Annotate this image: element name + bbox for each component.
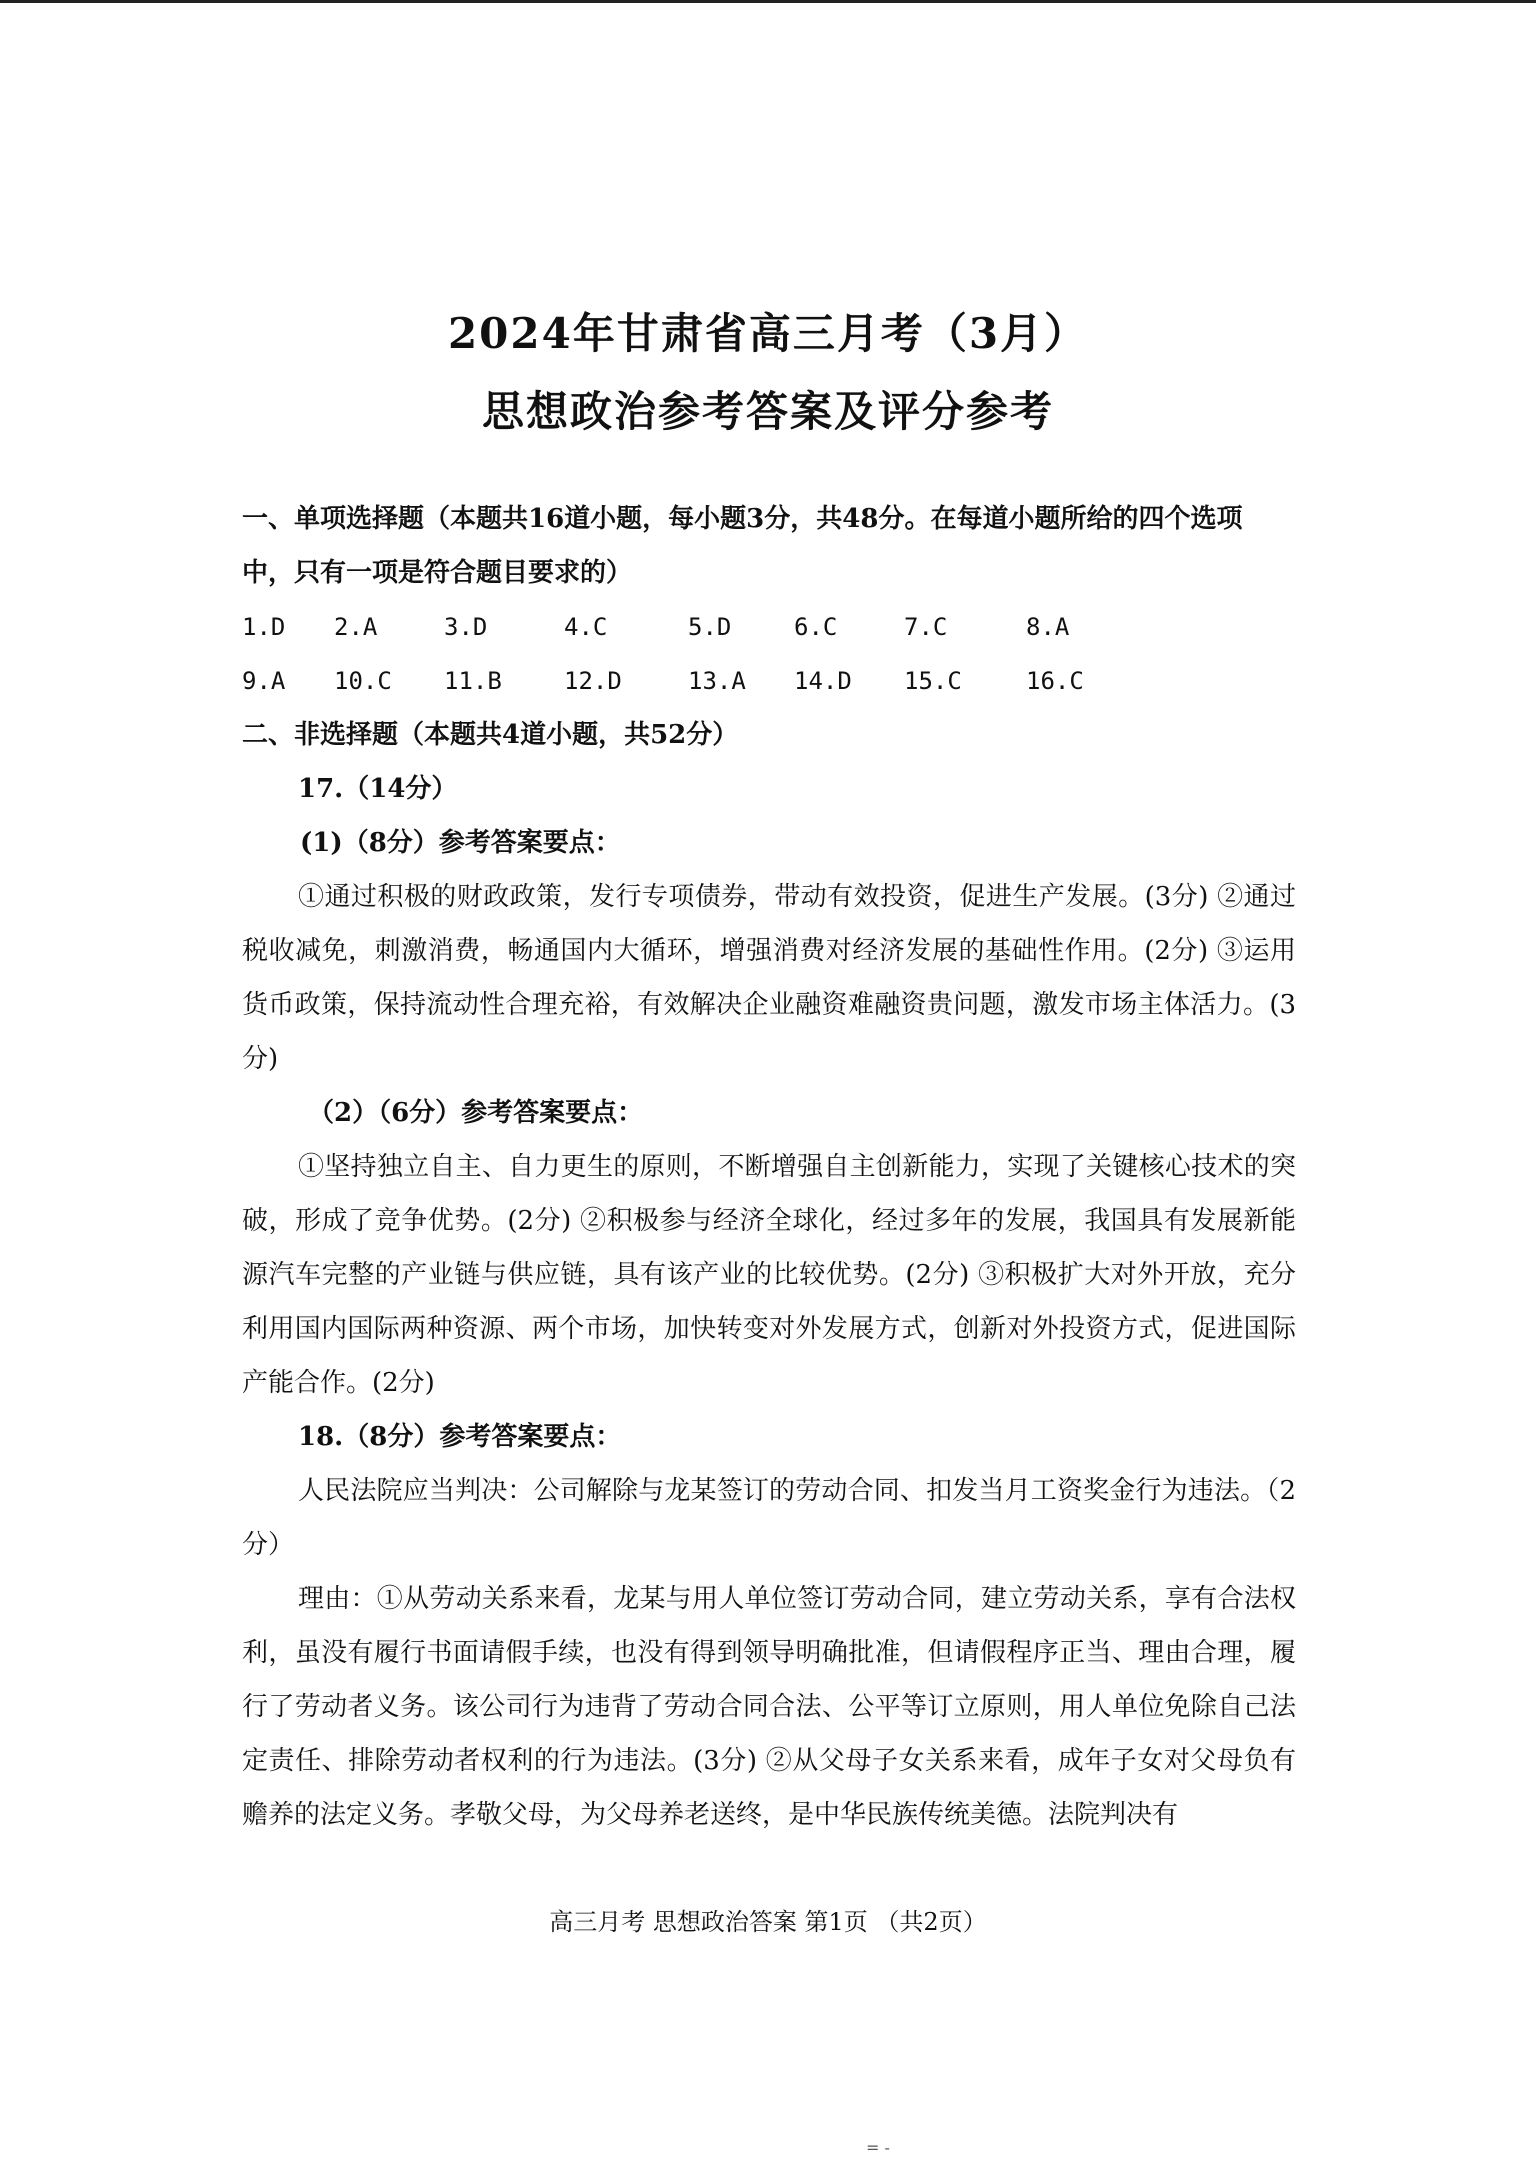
top-edge-rule — [0, 0, 1536, 3]
answer-1: 1.D — [242, 613, 286, 641]
q17-heading: 17.（14分） — [298, 774, 458, 804]
answers-row-2 — [242, 654, 1296, 708]
section1-heading-line2: 中，只有一项是符合题目要求的） — [242, 558, 633, 588]
answer-5: 5.D — [688, 613, 732, 641]
answer-14: 14.D — [794, 667, 852, 695]
q18-heading: 18.（8分）参考答案要点： — [298, 1422, 622, 1452]
answer-3: 3.D — [444, 613, 488, 641]
q17-part2-answer: ①坚持独立自主、自力更生的原则，不断增强自主创新能力，实现了关键核心技术的突破，形成了竞争优势。(2分) ②积极参与经济全球化，经过多年的发展，我国具有发展新能源汽车完整的产业链与供应链，具有该产业的比较优势。(2分) ③积极扩大对外开放，充分利用国内国际两种资源、两个市场，加快转变对外发展方式，创新对外投资方式，促进国际产能合作。(2分) — [242, 1152, 1296, 1398]
q18-verdict: 人民法院应当判决：公司解除与龙某签订的劳动合同、扣发当月工资奖金行为违法。（2分） — [242, 1476, 1296, 1560]
section2-heading: 二、非选择题（本题共4道小题，共52分） — [242, 720, 739, 750]
page-footer: 高三月考 思想政治答案 第1页 （共2页） — [549, 1908, 987, 1936]
answer-content — [242, 492, 1296, 1842]
page-subtitle: 思想政治参考答案及评分参考 — [481, 387, 1054, 436]
scan-artifact-mark: = - — [866, 2138, 890, 2157]
answer-7: 7.C — [904, 613, 948, 641]
q17-part1-answer: ①通过积极的财政政策，发行专项债券，带动有效投资，促进生产发展。(3分) ②通过税收减免，刺激消费，畅通国内大循环，增强消费对经济发展的基础性作用。(2分) ③运用货币政策，保持流动性合理充裕，有效解决企业融资难融资贵问题，激发市场主体活力。(3分) — [242, 882, 1296, 1074]
answers-row-1 — [242, 600, 1296, 654]
answer-6: 6.C — [794, 613, 838, 641]
answer-16: 16.C — [1026, 667, 1084, 695]
answer-11: 11.B — [444, 667, 502, 695]
answer-9: 9.A — [242, 667, 286, 695]
q18-reason: 理由：①从劳动关系来看，龙某与用人单位签订劳动合同，建立劳动关系，享有合法权利，虽没有履行书面请假手续，也没有得到领导明确批准，但请假程序正当、理由合理，履行了劳动者义务。该公司行为违背了劳动合同合法、公平等订立原则，用人单位免除自己法定责任、排除劳动者权利的行为违法。(3分) ②从父母子女关系来看，成年子女对父母负有赡养的法定义务。孝敬父母，为父母养老送终，是中华民族传统美德。法院判决有 — [242, 1584, 1296, 1830]
section1-heading-line1: 一、单项选择题（本题共16道小题，每小题3分，共48分。在每道小题所给的四个选项 — [242, 504, 1243, 534]
q17-part2-heading: （2）（6分）参考答案要点： — [308, 1098, 644, 1128]
answer-2: 2.A — [334, 613, 378, 641]
answer-8: 8.A — [1026, 613, 1070, 641]
answer-4: 4.C — [564, 613, 608, 641]
q17-part1-heading: (1)（8分）参考答案要点： — [300, 828, 621, 858]
answer-15: 15.C — [904, 667, 962, 695]
answer-10: 10.C — [334, 667, 392, 695]
page-title: 2024年甘肃省高三月考（3月） — [447, 309, 1089, 358]
answer-12: 12.D — [564, 667, 622, 695]
answer-13: 13.A — [688, 667, 746, 695]
